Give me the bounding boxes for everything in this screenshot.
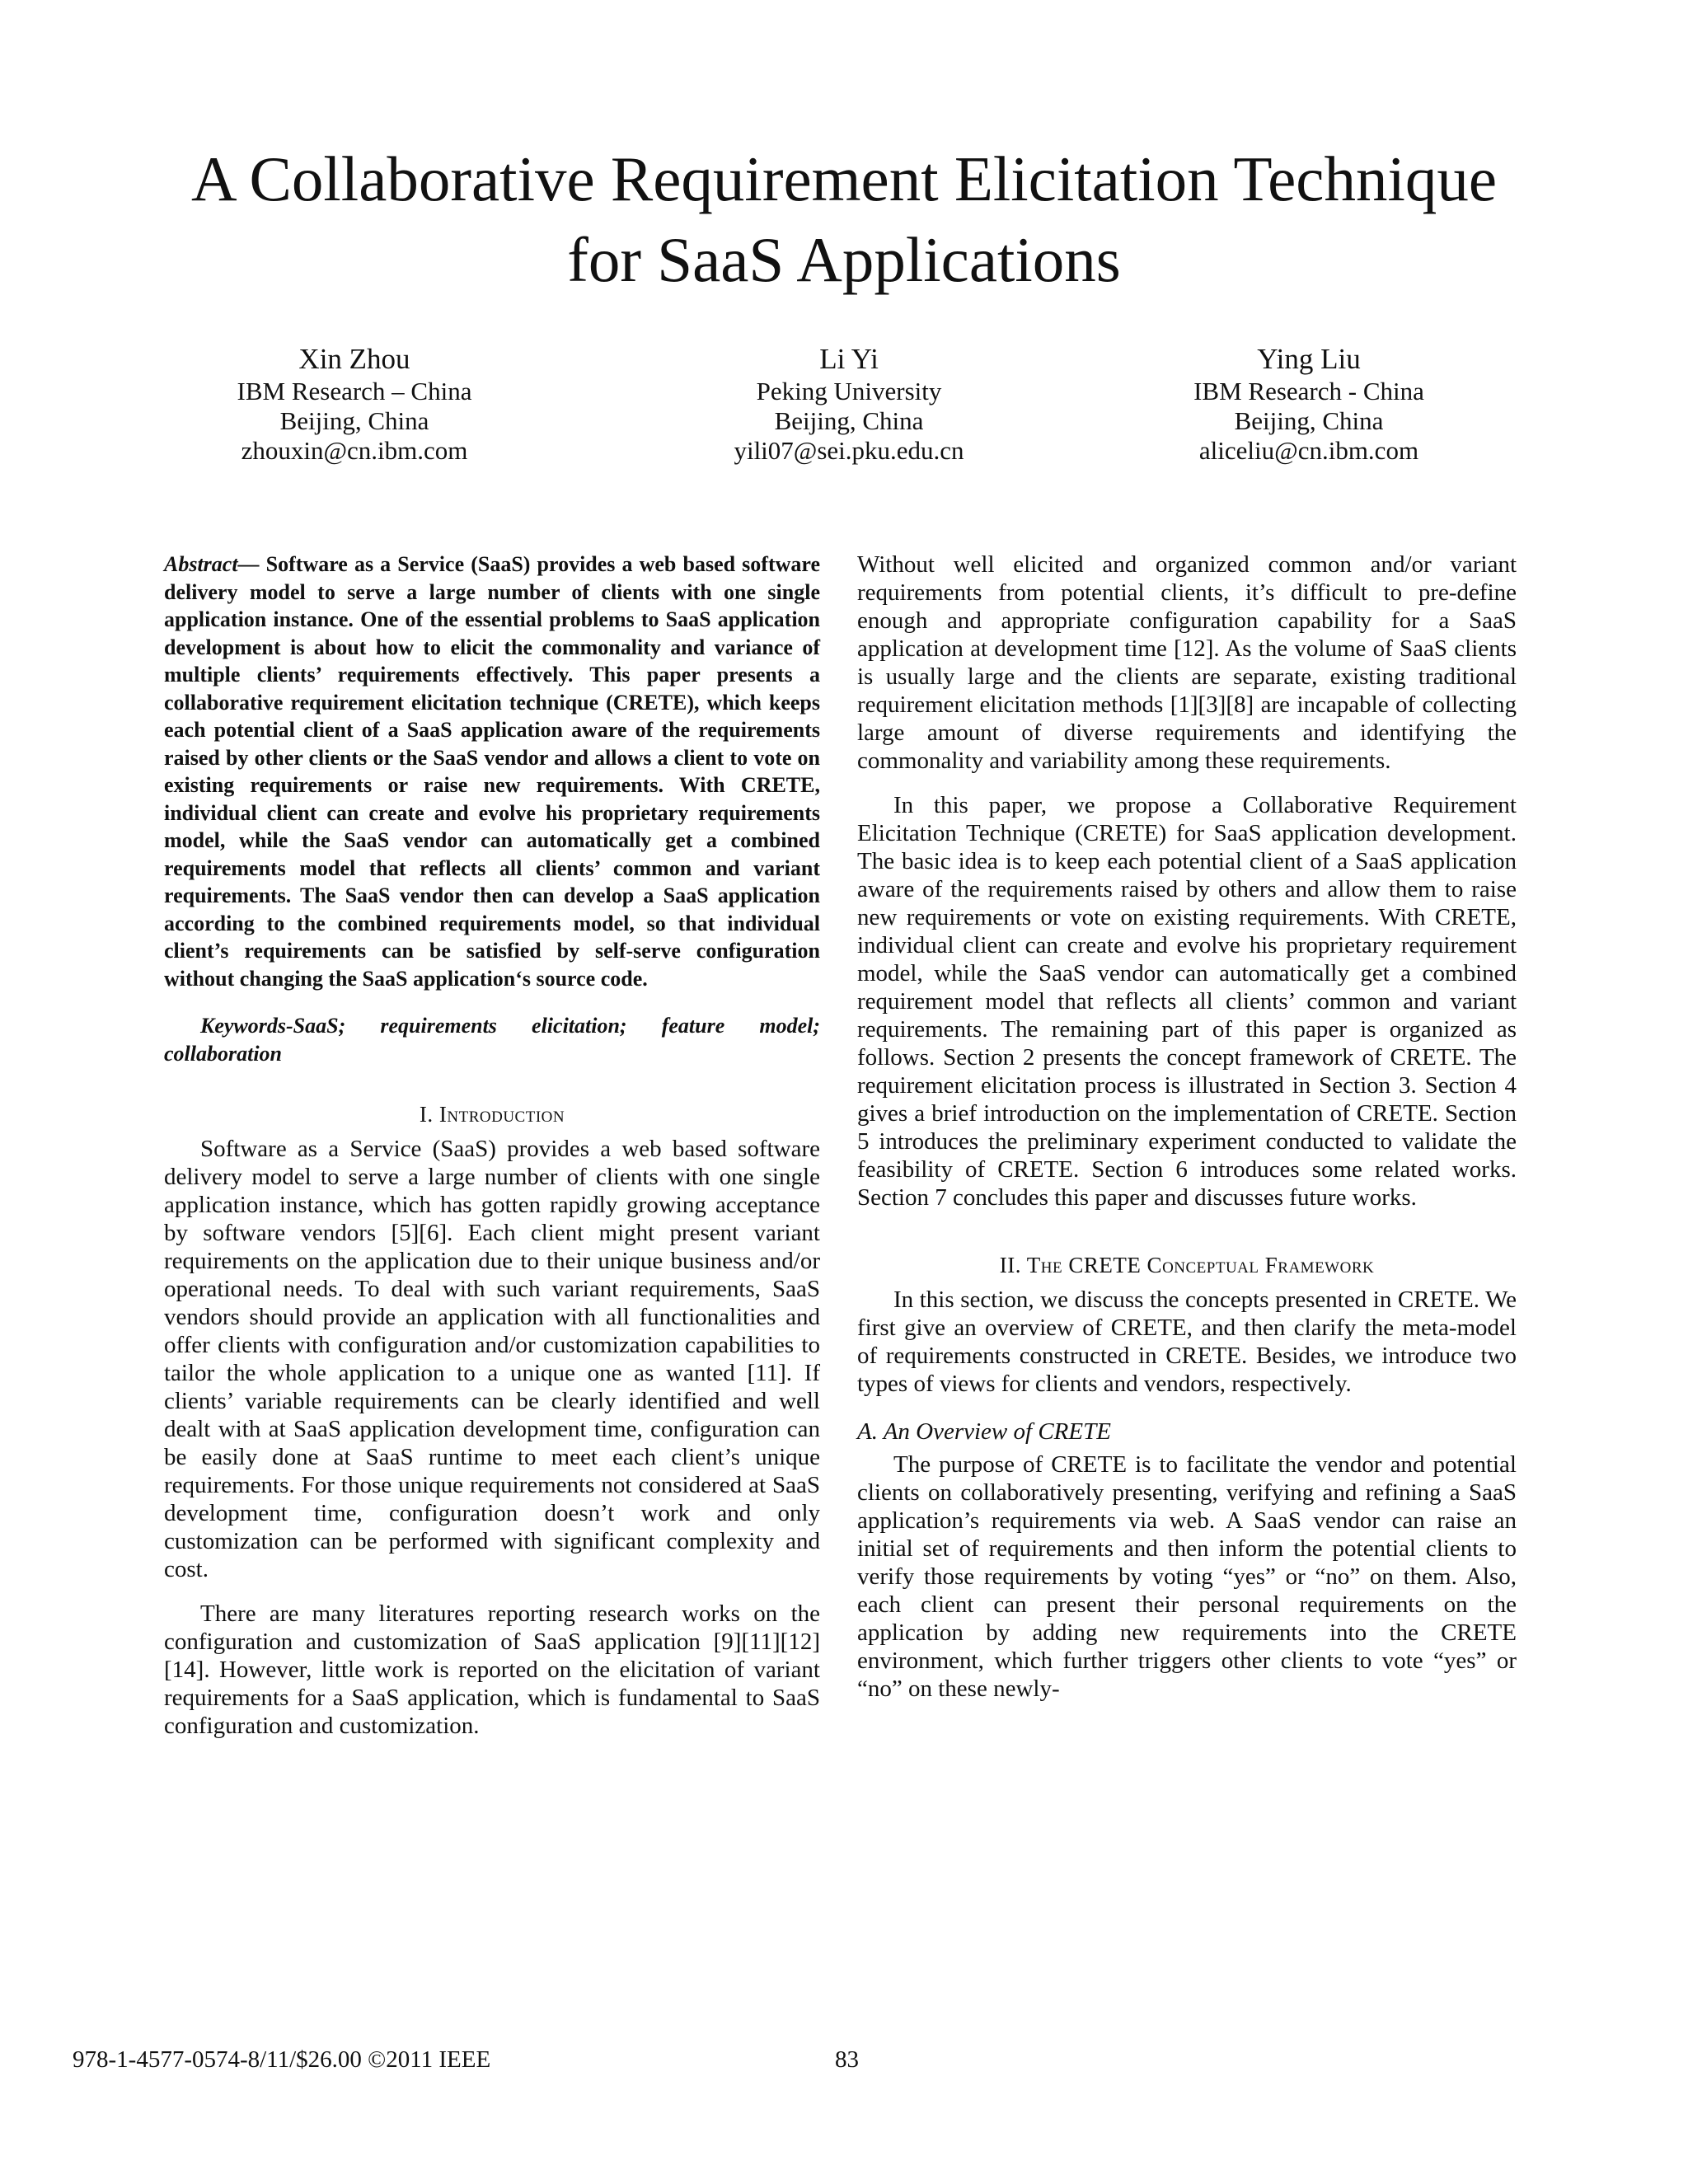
author-email: aliceliu@cn.ibm.com xyxy=(1198,436,1419,465)
paragraph: In this section, we discuss the concepts presented in CRETE. We first give an overview of CRETE, and then clarify the meta-model of requirements constructed in CRETE. Besides, we introduce two types of views for clients and vendors, respectively. xyxy=(857,1286,1517,1397)
author-block-1 xyxy=(140,342,569,466)
paragraph: Software as a Service (SaaS) provides a web based software delivery model to serve a large number of clients with one single application instance, which has gotten rapidly growing acceptance by software vendors [5][6]. Each client might present variant requirements on the application due to their unique business and/or operational needs. To deal with such variant requirements, SaaS vendors should provide an application with all functionalities and offer clients with configuration and/or customization capabilities to tailor the whole application to a unique one as wanted [11]. If clients’ variable requirements can be clearly identified and well dealt with at SaaS application development time, configuration can be easily done at SaaS runtime to meet each client’s unique requirements. For those unique requirements not considered at SaaS development time, configuration doesn’t work and only customization can be performed with significant complexity and cost. xyxy=(164,1136,820,1582)
keywords: Keywords-SaaS; requirements elicitation; feature model; collaboration xyxy=(164,1014,820,1066)
author-block-3 xyxy=(1095,342,1523,466)
title-line-1: A Collaborative Requirement Elicitation Technique xyxy=(190,143,1498,214)
right-column xyxy=(857,551,1517,1703)
author-email: zhouxin@cn.ibm.com xyxy=(241,436,468,465)
author-name: Xin Zhou xyxy=(298,343,410,375)
author-email: yili07@sei.pku.edu.cn xyxy=(734,436,964,465)
paragraph: In this paper, we propose a Collaborative Requirement Elicitation Technique (CRETE) for SaaS application development. The basic idea is to keep each potential client of a SaaS application aware of the requirements raised by others and allow them to raise new requirements or vote on existing requirements. With CRETE, individual client can create and evolve his proprietary requirement model, while the SaaS vendor can automatically get a combined requirement model that reflects all clients’ common and variant requirements. The remaining part of this paper is organized as follows. Section 2 presents the concept framework of CRETE. The requirement elicitation process is illustrated in Section 3. Section 4 gives a brief introduction on the implementation of CRETE. Section 5 introduces the preliminary experiment conducted to validate the feasibility of CRETE. Section 6 introduces some related works. Section 7 concludes this paper and discusses future works. xyxy=(857,792,1517,1211)
author-name: Li Yi xyxy=(819,343,879,375)
author-affiliation: IBM Research – China xyxy=(237,377,472,405)
author-block-2 xyxy=(635,342,1063,466)
author-affiliation: Peking University xyxy=(756,377,942,405)
paragraph: Without well elicited and organized common and/or variant requirements from potential clients, it’s difficult to pre-define enough and appropriate configuration capability for a SaaS application at development time [12]. As the volume of SaaS clients is usually large and the clients are separate, existing traditional requirement elicitation methods [1][3][8] are incapable of collecting large amount of diverse requirements and identifying the commonality and variability among these requirements. xyxy=(857,551,1517,774)
paragraph: There are many literatures reporting research works on the configuration and customization of SaaS application [9][11][12][14]. However, little work is reported on the elicitation of variant requirements for a SaaS application, which is fundamental to SaaS configuration and customization. xyxy=(164,1601,820,1739)
section-heading-framework: II. The CRETE Conceptual Framework xyxy=(999,1253,1375,1277)
left-column xyxy=(164,551,820,1740)
section-heading-introduction: I. Introduction xyxy=(419,1102,565,1127)
page-number: 83 xyxy=(835,2046,859,2073)
abstract-label: Abstract— xyxy=(164,552,260,576)
author-location: Beijing, China xyxy=(279,406,429,435)
author-name: Ying Liu xyxy=(1257,343,1361,375)
paragraph: The purpose of CRETE is to facilitate the vendor and potential clients on collaboratively presenting, verifying and refining a SaaS application’s requirements via web. A SaaS vendor can raise an initial set of requirements and then inform the potential clients to verify those requirements by voting “yes” or “no” on them. Also, each client can present their personal requirements on the application by adding new requirements into the CRETE environment, which further triggers other clients to vote “yes” or “no” on these newly- xyxy=(857,1451,1517,1702)
abstract xyxy=(164,551,820,992)
title-line-2: for SaaS Applications xyxy=(567,224,1121,295)
subsection-heading-overview: A. An Overview of CRETE xyxy=(857,1418,1111,1445)
author-location: Beijing, China xyxy=(774,406,924,435)
footer-copyright: 978-1-4577-0574-8/11/$26.00 ©2011 IEEE xyxy=(73,2046,491,2073)
abstract-text: Software as a Service (SaaS) provides a web based software delivery model to serve a large number of clients with one single application instance. One of the essential problems to SaaS application development is about how to elicit the commonality and variance of multiple clients’ requirements effectively. This paper presents a collaborative requirement elicitation technique (CRETE), which keeps each potential client of a SaaS application aware of the requirements raised by other clients or the SaaS vendor and allows a client to vote on existing requirements or raise new requirements. With CRETE, individual client can create and evolve his proprietary requirements model, while the SaaS vendor can automatically get a combined requirements model that reflects all clients’ common and variant requirements. The SaaS vendor then can develop a SaaS application according to the combined requirements model, so that individual client’s requirements can be satisfied by self-serve configuration without changing the SaaS application‘s source code. xyxy=(164,552,820,991)
author-location: Beijing, China xyxy=(1234,406,1384,435)
author-affiliation: IBM Research - China xyxy=(1193,377,1424,405)
paper-title xyxy=(124,138,1564,300)
